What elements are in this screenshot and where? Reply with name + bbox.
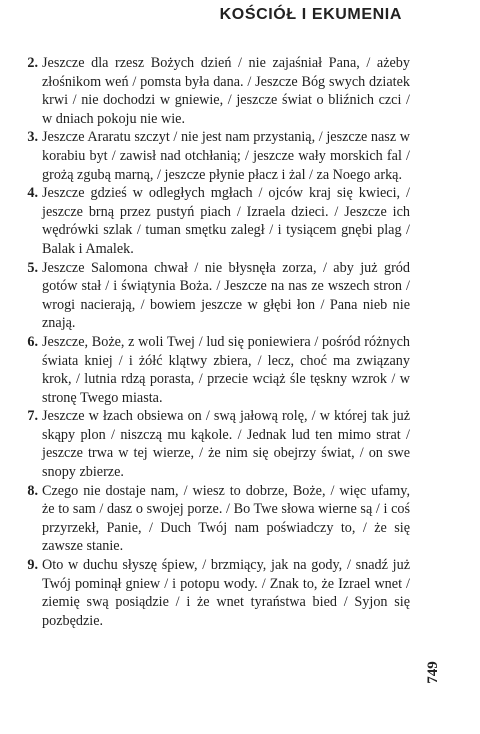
verse-number: 5. — [27, 259, 38, 276]
verse-text: Jeszcze, Boże, z woli Twej / lud się poniewiera / pośród różnych świata kniej / i żółć klątwy zbiera, / lecz, choć ma związany krok, / lutnia rdzą porasta, / przecie wciąż śle tęskny wzrok / w stronę Twego miasta. — [42, 333, 410, 406]
verse — [26, 128, 410, 184]
verse-number: 4. — [27, 185, 38, 202]
verse — [26, 407, 410, 481]
verse-number: 9. — [27, 557, 38, 574]
verse — [26, 54, 410, 128]
verse — [26, 333, 410, 407]
hymn-verses — [26, 54, 410, 630]
verse-text: Jeszcze dla rzesz Bożych dzień / nie zajaśniał Pana, / ażeby złośnikom weń / pomsta była dana. / Jeszcze Bóg swych dziatek krwi / nie dochodzi w gniewie, / jeszcze świat o bliźnich czci / w dniach pokoju nie wie. — [42, 55, 410, 127]
verse — [26, 184, 410, 258]
verse-text: Jeszcze Salomona chwał / nie błysnęła zorza, / aby już gród gotów stał / i świątynia Boża. / Jeszcze na nas ze wszech stron / wrogi nacierają, / bowiem jeszcze w głębi łon / Pana nieb nie znają. — [42, 259, 410, 332]
page-header-title: KOŚCIÓŁ I EKUMENIA — [219, 6, 402, 23]
verse-number: 8. — [27, 482, 38, 499]
verse-number: 6. — [27, 333, 38, 350]
verse-text: Jeszcze Araratu szczyt / nie jest nam przystanią, / jeszcze nasz w korabiu byt / zawisł nad otchłanią; / jeszcze wały morskich fal / grożą zgubą marną, / jeszcze płynie płacz i żal / za Noego arką. — [42, 129, 410, 183]
page-number: 749 — [424, 661, 441, 684]
verse-text: Jeszcze gdzieś w odległych mgłach / ojców kraj się kwieci, / jeszcze brną przez pustyń piach / Izraela dzieci. / Jeszcze ich wędrówki szlak / tuman smętku zaległ / i tysiącem gnębi plag / Balak i Amalek. — [42, 185, 410, 257]
verse — [26, 482, 410, 556]
verse-number: 2. — [27, 55, 38, 71]
verse — [26, 556, 410, 630]
verse-number: 3. — [27, 129, 38, 146]
verse — [26, 259, 410, 333]
verse-text: Jeszcze w łzach obsiewa on / swą jałową rolę, / w której tak już skąpy plon / niszczą mu kąkole. / Jednak lud ten mimo strat / jeszcze trwa w tej wierze, / że nim się obejrzy świat, / on swe snopy zbierze. — [42, 408, 410, 481]
verse-text: Oto w duchu słyszę śpiew, / brzmiący, jak na gody, / snadź już Twój pominął gniew / i potopu wody. / Znak to, że Izrael wnet / ziemię swą posiądzie / i że wnet tyraństwa bied / Syjon się pozbędzie. — [42, 557, 410, 629]
verse-text: Czego nie dostaje nam, / wiesz to dobrze, Boże, / więc ufamy, że to sam / dasz o swojej porze. / Bo Twe słowa wierne są / i coś przyrzekł, Panie, / Duch Twój nam poświadczy to, / że się zawsze stanie. — [42, 482, 410, 555]
verse-number: 7. — [27, 408, 38, 425]
